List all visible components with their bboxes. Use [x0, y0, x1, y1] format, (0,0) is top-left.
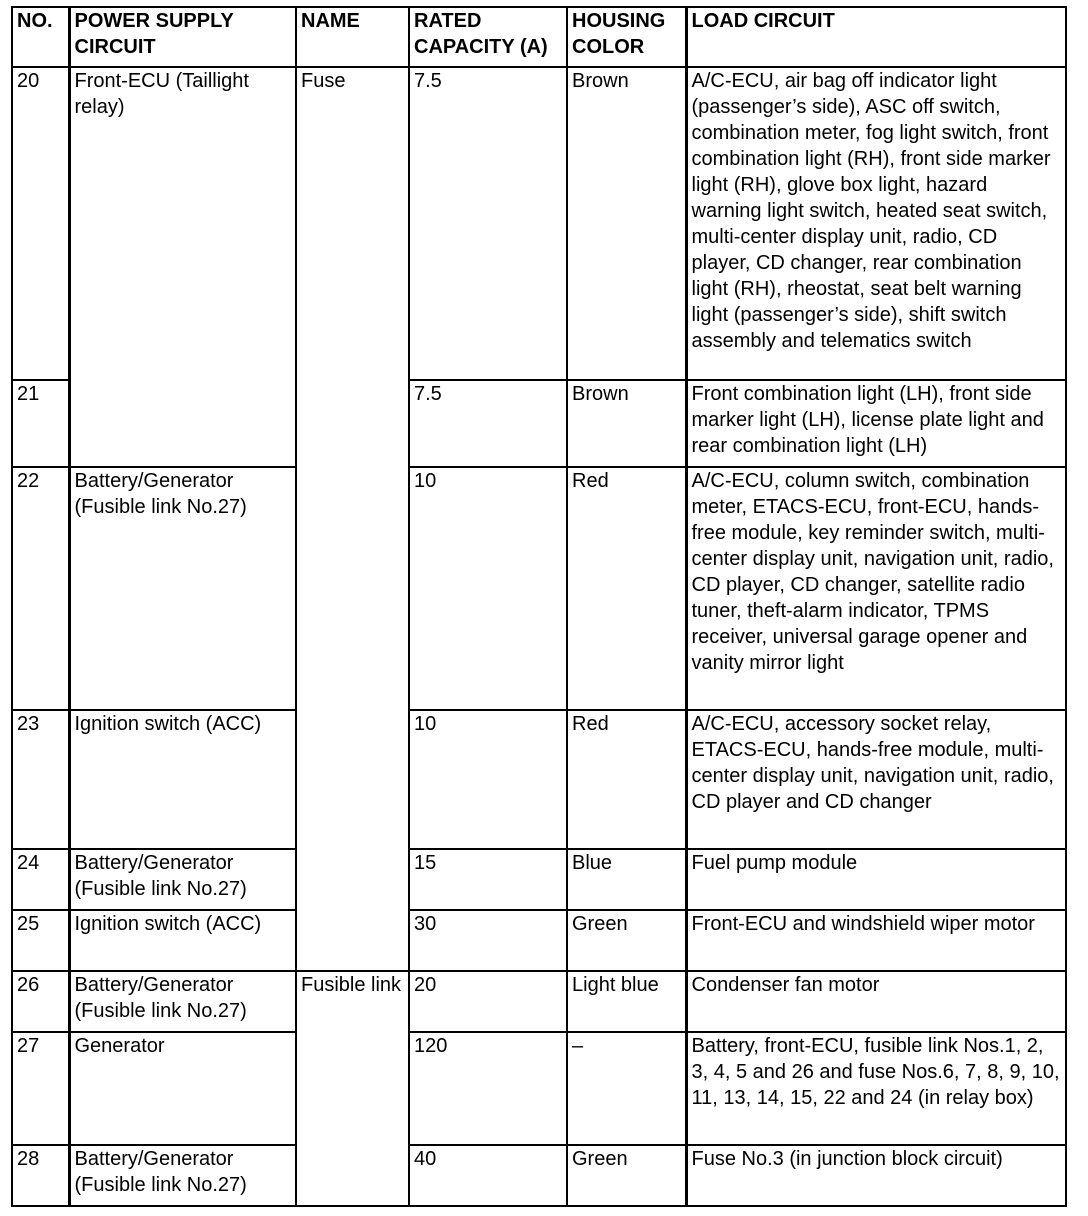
table-row	[12, 1032, 1066, 1145]
cell-load: A/C-ECU, column switch, combination meter, ETACS-ECU, front-ECU, hands-free module, key reminder switch, multi- center display unit, navigation unit, radio, CD player, CD changer, satellite radio tuner, theft-alarm indicator, TPMS receiver, universal garage opener and vanity mirror light	[686, 467, 1066, 710]
cell-capacity: 40	[409, 1145, 567, 1206]
cell-color: Brown	[567, 380, 686, 467]
cell-no: 22	[12, 467, 69, 710]
cell-load: Fuse No.3 (in junction block circuit)	[686, 1145, 1066, 1206]
cell-color: Brown	[567, 67, 686, 380]
cell-color: –	[567, 1032, 686, 1145]
cell-no: 25	[12, 910, 69, 971]
cell-load: Battery, front-ECU, fusible link Nos.1, 2, 3, 4, 5 and 26 and fuse Nos.6, 7, 8, 9, 10, 11, 13, 14, 15, 22 and 24 (in relay box)	[686, 1032, 1066, 1145]
header-row	[12, 7, 1066, 67]
table-row	[12, 710, 1066, 849]
cell-no: 26	[12, 971, 69, 1032]
cell-load: Condenser fan motor	[686, 971, 1066, 1032]
table-row	[12, 849, 1066, 910]
cell-name: Fusible link	[296, 971, 409, 1206]
table-row	[12, 467, 1066, 710]
cell-load: Fuel pump module	[686, 849, 1066, 910]
cell-capacity: 10	[409, 467, 567, 710]
table-row	[12, 910, 1066, 971]
cell-power-supply: Front-ECU (Taillight relay)	[69, 67, 296, 467]
cell-capacity: 120	[409, 1032, 567, 1145]
cell-power-supply: Battery/Generator (Fusible link No.27)	[69, 849, 296, 910]
cell-capacity: 30	[409, 910, 567, 971]
cell-no: 27	[12, 1032, 69, 1145]
cell-load: Front combination light (LH), front side marker light (LH), license plate light and rear combination light (LH)	[686, 380, 1066, 467]
cell-color: Red	[567, 467, 686, 710]
cell-load: Front-ECU and windshield wiper motor	[686, 910, 1066, 971]
cell-color: Blue	[567, 849, 686, 910]
cell-power-supply: Battery/Generator (Fusible link No.27)	[69, 971, 296, 1032]
cell-no: 24	[12, 849, 69, 910]
cell-color: Red	[567, 710, 686, 849]
cell-power-supply: Battery/Generator (Fusible link No.27)	[69, 467, 296, 710]
cell-power-supply: Ignition switch (ACC)	[69, 910, 296, 971]
cell-capacity: 7.5	[409, 67, 567, 380]
cell-color: Green	[567, 1145, 686, 1206]
cell-capacity: 10	[409, 710, 567, 849]
cell-load: A/C-ECU, air bag off indicator light (passenger’s side), ASC off switch, combination meter, fog light switch, front combination light (RH), front side marker light (RH), glove box light, hazard warning light switch, heated seat switch, multi-center display unit, radio, CD player, CD changer, rear combination light (RH), rheostat, seat belt warning light (passenger’s side), shift switch assembly and telematics switch	[686, 67, 1066, 380]
cell-color: Green	[567, 910, 686, 971]
cell-no: 23	[12, 710, 69, 849]
cell-no: 20	[12, 67, 69, 380]
header-name: NAME	[296, 7, 409, 67]
header-no: NO.	[12, 7, 69, 67]
cell-no: 21	[12, 380, 69, 467]
cell-capacity: 20	[409, 971, 567, 1032]
cell-power-supply: Ignition switch (ACC)	[69, 710, 296, 849]
table-row	[12, 1145, 1066, 1206]
cell-capacity: 7.5	[409, 380, 567, 467]
cell-power-supply: Generator	[69, 1032, 296, 1145]
cell-name: Fuse	[296, 67, 409, 971]
fuse-table	[11, 6, 1067, 1207]
header-load-circuit: LOAD CIRCUIT	[686, 7, 1066, 67]
header-housing-color: HOUSING COLOR	[567, 7, 686, 67]
cell-capacity: 15	[409, 849, 567, 910]
header-power-supply-circuit: POWER SUPPLY CIRCUIT	[69, 7, 296, 67]
cell-no: 28	[12, 1145, 69, 1206]
cell-color: Light blue	[567, 971, 686, 1032]
header-rated-capacity: RATED CAPACITY (A)	[409, 7, 567, 67]
cell-load: A/C-ECU, accessory socket relay, ETACS-ECU, hands-free module, multi-center display unit, navigation unit, radio, CD player and CD changer	[686, 710, 1066, 849]
cell-power-supply: Battery/Generator (Fusible link No.27)	[69, 1145, 296, 1206]
table-row	[12, 67, 1066, 380]
table-row	[12, 971, 1066, 1032]
